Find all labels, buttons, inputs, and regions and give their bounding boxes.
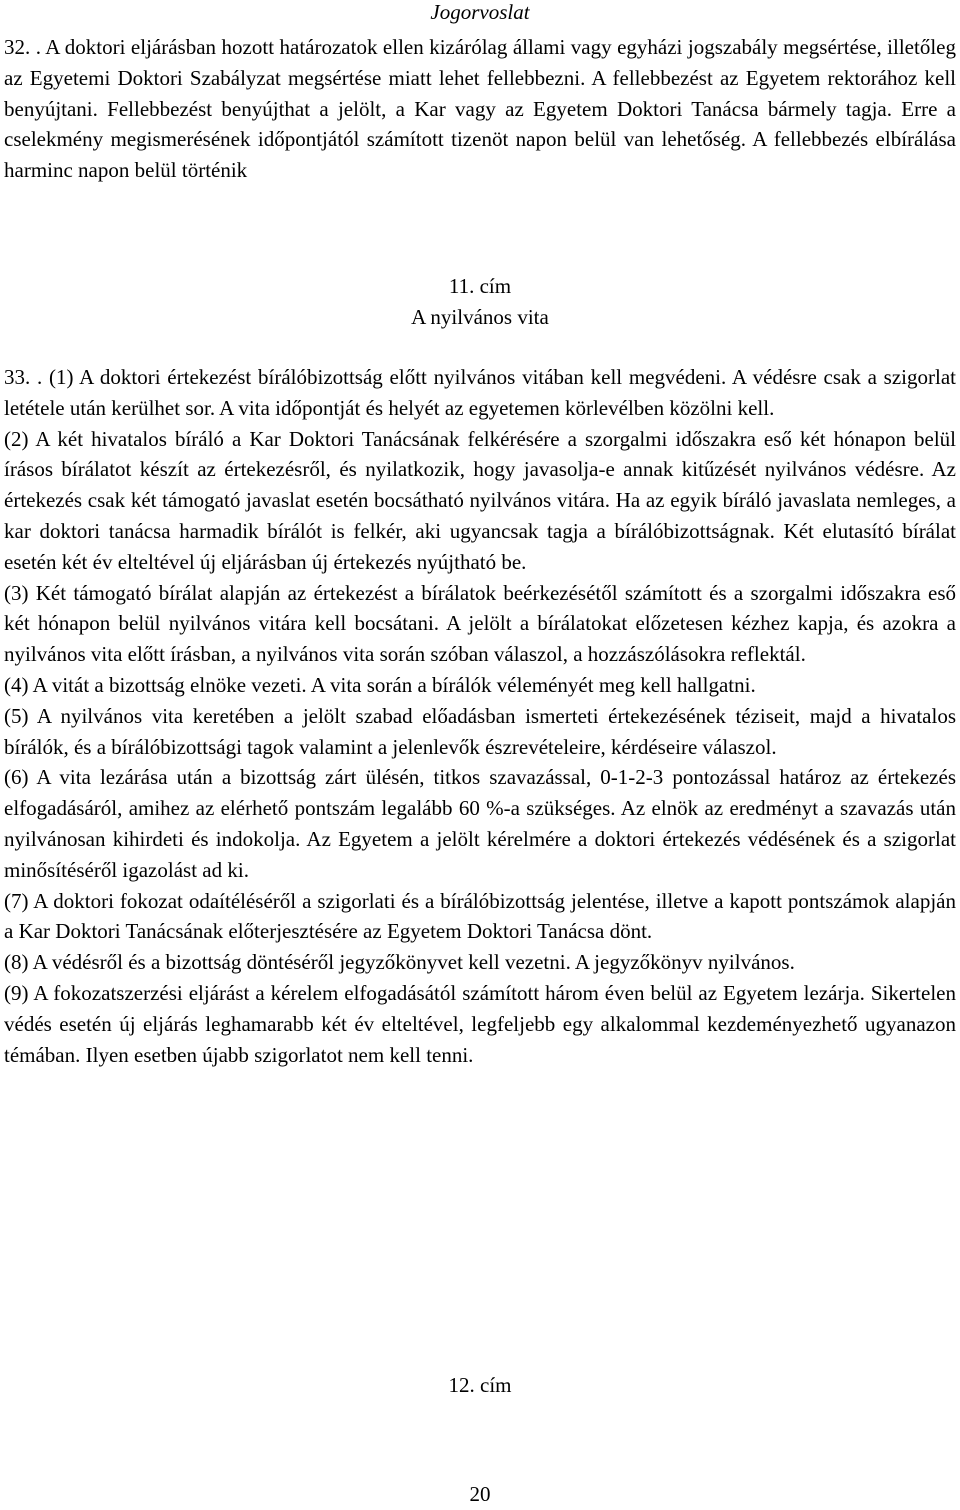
- section-32: [4, 32, 956, 186]
- paragraph: (8) A védésről és a bizottság döntéséről jegyzőkönyvet kell vezetni. A jegyzőkönyv nyilvános.: [4, 950, 795, 975]
- paragraph: (9) A fokozatszerzési eljárást a kérelem elfogadásától számított három éven belül az Egyetem lezárja. Sikertelen védés esetén új eljárás leghamarabb két év elteltével, legfeljebb egy alkalommal kezdeményezhető ugyanazon témában. Ilyen esetben újabb szigorlatot nem kell tenni.: [4, 980, 956, 1067]
- section-33: [4, 362, 956, 1070]
- chapter-number: 11. cím: [448, 274, 512, 298]
- paragraph: (4) A vitát a bizottság elnöke vezeti. A vita során a bírálók véleményét meg kell hallgatni.: [4, 672, 756, 697]
- paragraph: (2) A két hivatalos bíráló a Kar Doktori Tanácsának felkérésére a szorgalmi időszakra eső két hónapon belül írásos bírálatot készít az értekezésről, és nyilatkozik, hogy javasolja-e annak kitűzését nyilvános védésre. Az értekezés csak két támogató javaslat esetén bocsátható nyilvános vitára. Ha az egyik bíráló javaslata nemleges, a kar doktori tanácsa harmadik bírálót is felkér, aki ugyancsak tagja a bírálóbizottságnak. Két elutasító bírálat esetén két év elteltével új eljárásban új értekezés nyújtható be.: [4, 426, 956, 574]
- paragraph: (6) A vita lezárása után a bizottság zárt ülésén, titkos szavazással, 0-1-2-3 pontozással határoz az értekezés elfogadásáról, amihez az elérhető pontszám legalább 60 %-a szükséges. Az elnök az eredményt a szavazás után nyilvánosan kihirdeti és indokolja. Az Egyetem a jelölt kérelmére a doktori értekezés védésének és a szigorlat minősítéséről igazolást ad ki.: [4, 765, 956, 882]
- section-heading: Jogorvoslat: [430, 0, 530, 24]
- paragraph: (3) Két támogató bírálat alapján az értekezést a bírálatok beérkezésétől számított és a szorgalmi időszakra eső két hónapon belül nyilvános vitára kell bocsátani. A jelölt a bírálatokat előzetesen kézhez kapja, és azokra a nyilvános vita előtt írásban, a nyilvános vita során szóban válaszol, a hozzászólásokra reflektál.: [4, 580, 956, 667]
- paragraph: 33. . (1) A doktori értekezést bírálóbizottság előtt nyilvános vitában kell megvédeni. A védésre csak a szigorlat letétele után kerülhet sor. A vita időpontját és helyét az egyetemen körlevélben közölni kell.: [4, 365, 956, 420]
- paragraph: 32. . A doktori eljárásban hozott határozatok ellen kizárólag állami vagy egyházi jogszabály megsértése, illetőleg az Egyetemi Doktori Szabályzat megsértése miatt lehet fellebbezni. A fellebbezést az Egyetem rektorához kell benyújtani. Fellebbezést benyújthat a jelölt, a Kar vagy az Egyetem Doktori Tanácsa bármely tagja. Erre a cselekmény megismerésének időpontjától számított tizenöt napon belül van lehetőség. A fellebbezés elbírálása harminc napon belül történik: [4, 35, 956, 183]
- chapter-title: A nyilvános vita: [411, 305, 549, 329]
- chapter-number: 12. cím: [448, 1373, 512, 1397]
- paragraph: (5) A nyilvános vita keretében a jelölt szabad előadásban ismerteti értekezésének téziseit, majd a hivatalos bírálók, és a bírálóbizottsági tagok valamint a jelenlevők észrevételeire, kérdéseire válaszol.: [4, 703, 956, 759]
- page-number: 20: [469, 1482, 491, 1506]
- paragraph: (7) A doktori fokozat odaítéléséről a szigorlati és a bírálóbizottság jelentése, illetve a kapott pontszámok alapján a Kar Doktori Tanácsának előterjesztésére az Egyetem Doktori Tanácsa dönt.: [4, 888, 956, 944]
